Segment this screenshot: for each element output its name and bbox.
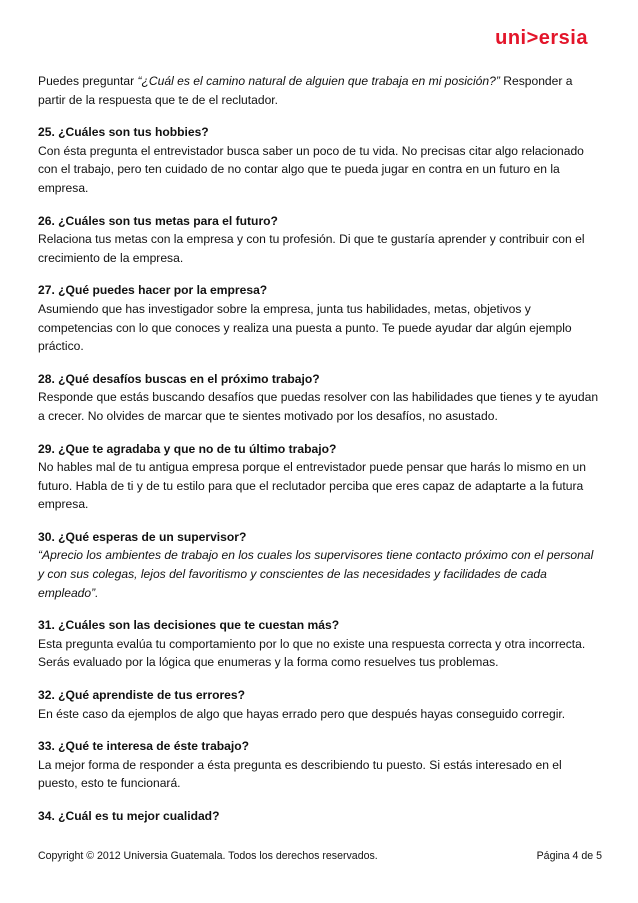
- document-body: [38, 72, 602, 840]
- question-block-25: [38, 123, 602, 197]
- question-heading: 29. ¿Que te agradaba y que no de tu último trabajo?: [38, 441, 337, 456]
- page-footer: [38, 849, 602, 863]
- answer-text: La mejor forma de responder a ésta pregunta es describiendo tu puesto. Si estás interesado en el puesto, esto te funcionará.: [38, 757, 562, 791]
- universia-logo: uni>ersia: [495, 27, 588, 49]
- question-heading: 33. ¿Qué te interesa de éste trabajo?: [38, 739, 250, 754]
- intro-paragraph: [38, 72, 602, 109]
- question-block-29: [38, 440, 602, 514]
- intro-quote: “¿Cuál es el camino natural de alguien que trabaja en mi posición?”: [137, 74, 500, 88]
- intro-prefix: Puedes preguntar: [38, 74, 138, 88]
- question-heading: 26. ¿Cuáles son tus metas para el futuro?: [38, 213, 278, 228]
- intro-suffix: Responder a partir de la respuesta que te de el reclutador.: [38, 74, 573, 107]
- question-heading: 27. ¿Qué puedes hacer por la empresa?: [38, 283, 268, 298]
- question-block-32: [38, 686, 602, 723]
- question-block-27: [38, 281, 602, 355]
- question-block-28: [38, 370, 602, 426]
- question-heading: 30. ¿Qué esperas de un supervisor?: [38, 529, 247, 544]
- answer-text: Responde que estás buscando desafíos que puedas resolver con las habilidades que tienes y te ayudan a crecer. No olvides de marcar que te sientes motivado por los desafíos, no asustado.: [38, 390, 599, 423]
- question-block-26: [38, 212, 602, 268]
- question-heading: 31. ¿Cuáles son las decisiones que te cuestan más?: [38, 618, 340, 633]
- answer-text: Asumiendo que has investigador sobre la empresa, junta tus habilidades, metas, objetivos y competencias con lo que conoces y realiza una puesta a punto. Te puede ayudar dar algún ejemplo práctico.: [38, 301, 572, 354]
- answer-text: “Aprecio los ambientes de trabajo en los cuales los supervisores tiene contacto próximo con el personal y con sus colegas, lejos del favoritismo y conscientes de las necesidades y facilidades de cada empleado”.: [38, 548, 594, 600]
- question-block-31: [38, 616, 602, 672]
- question-heading: 34. ¿Cuál es tu mejor cualidad?: [38, 809, 220, 823]
- answer-text: Con ésta pregunta el entrevistador busca saber un poco de tu vida. No precisas citar algo relacionado con el trabajo, pero ten cuidado de no contar algo que te pueda jugar en contra en un futuro en la empresa.: [38, 143, 584, 195]
- question-heading: 28. ¿Qué desafíos buscas en el próximo trabajo?: [38, 371, 320, 386]
- question-block-30: [38, 528, 602, 602]
- answer-text: En éste caso da ejemplos de algo que hayas errado pero que después hayas conseguido corregir.: [38, 706, 566, 721]
- question-block-34: [38, 807, 602, 826]
- answer-text: No hables mal de tu antigua empresa porque el entrevistador puede pensar que harás lo mismo en un futuro. Habla de ti y de tu estilo para que el reclutador perciba que eres capaz de adaptarte a la futura empresa.: [38, 460, 586, 512]
- footer-copyright: Copyright © 2012 Universia Guatemala. Todos los derechos reservados.: [38, 850, 378, 862]
- question-heading: 25. ¿Cuáles son tus hobbies?: [38, 125, 209, 140]
- question-heading: 32. ¿Qué aprendiste de tus errores?: [38, 688, 246, 703]
- question-block-33: [38, 737, 602, 793]
- footer-page-number: Página 4 de 5: [536, 850, 602, 862]
- answer-text: Esta pregunta evalúa tu comportamiento por lo que no existe una respuesta correcta y otra incorrecta. Serás evaluado por la lógica que enumeras y la forma como resuelves tus problemas.: [38, 636, 586, 670]
- answer-text: Relaciona tus metas con la empresa y con tu profesión. Di que te gustaría aprender y contribuir con el crecimiento de la empresa.: [38, 232, 585, 265]
